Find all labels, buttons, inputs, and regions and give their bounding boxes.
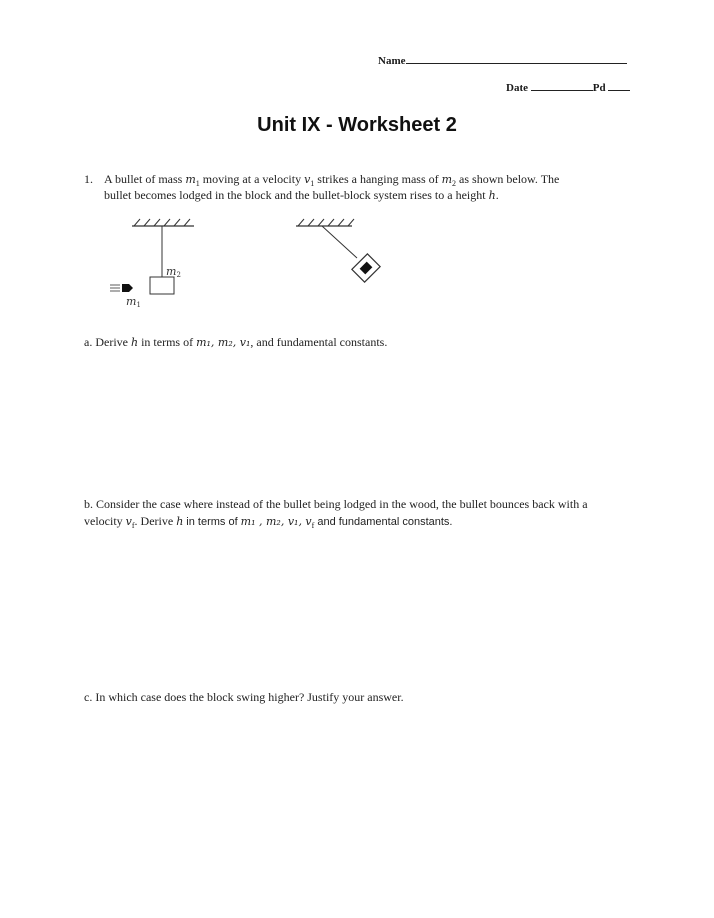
pendulum-diagram — [100, 210, 400, 320]
name-blank[interactable] — [406, 53, 627, 64]
part-c: c. In which case does the block swing higher? Justify your answer. — [84, 690, 404, 704]
period-label: Pd — [592, 82, 606, 94]
worksheet-title: Unit IX - Worksheet 2 — [257, 114, 457, 136]
label-m1: m1 — [126, 295, 141, 309]
name-field[interactable] — [378, 53, 627, 67]
date-blank[interactable] — [531, 80, 593, 91]
name-label: Name — [378, 55, 406, 67]
date-period-field — [506, 80, 630, 94]
hanging-block — [150, 277, 174, 294]
period-blank[interactable] — [608, 80, 630, 91]
date-label: Date — [506, 82, 528, 94]
part-b — [84, 496, 644, 534]
part-b-line-1: b. Consider the case where instead of the bullet being lodged in the wood, the bullet bounces back with a — [84, 497, 588, 511]
part-b-line-2: velocity $v_f$. Derive h in terms of m₁ , m₂, v₁, $v_f$ and fundamental constants. — [84, 514, 453, 530]
ceiling-left-hatching — [134, 219, 190, 226]
question-number: 1. — [84, 172, 93, 186]
question-1-line-1: A bullet of mass $m_1$ moving at a velocity $v_1$ strikes a hanging mass of $m_2$ as shown below. The — [104, 172, 560, 188]
bullet-motion-lines — [110, 285, 120, 291]
ceiling-right-hatching — [298, 219, 354, 226]
swung-block — [352, 254, 380, 282]
label-m2: m2 — [166, 265, 181, 279]
question-1-line-2: bullet becomes lodged in the block and the bullet-block system rises to a height h. — [104, 188, 499, 202]
bullet — [122, 284, 133, 292]
part-a: a. Derive h in terms of m₁, m₂, v₁, and fundamental constants. — [84, 335, 388, 349]
swung-string — [322, 226, 357, 258]
